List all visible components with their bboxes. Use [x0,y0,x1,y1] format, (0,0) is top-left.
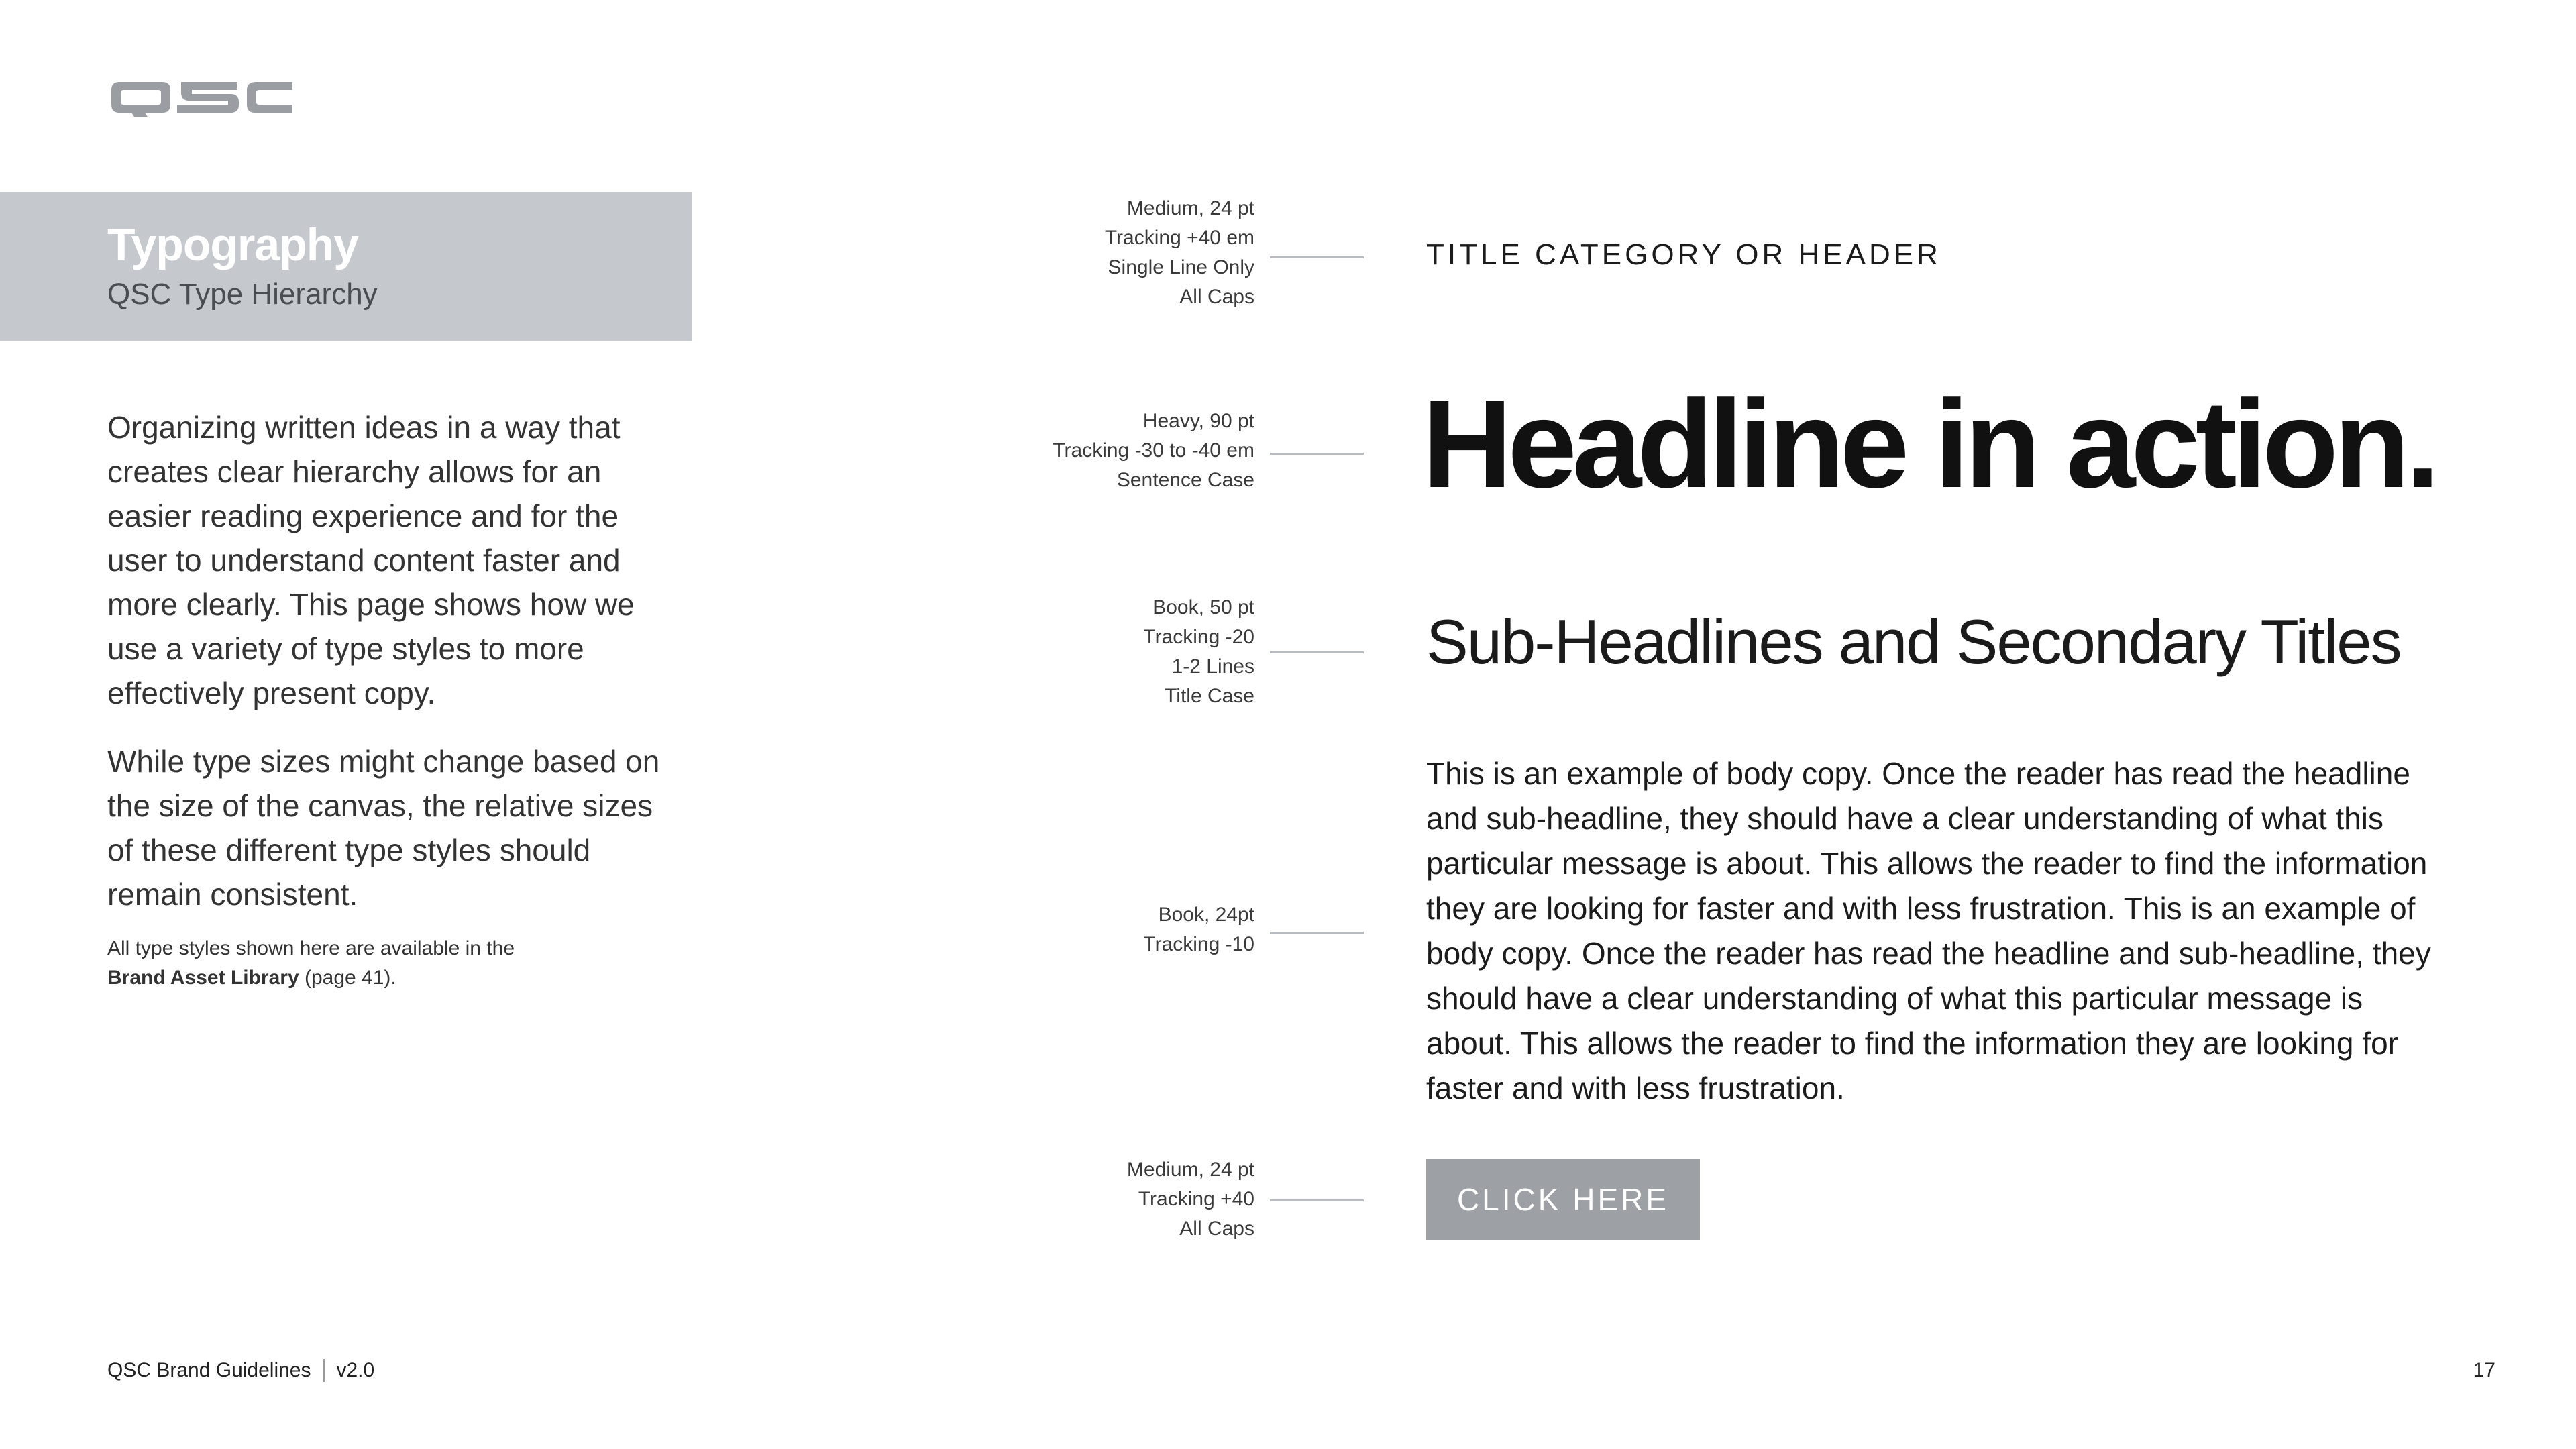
spec-line: Tracking +40 [1138,1188,1254,1210]
footer-version: v2.0 [336,1359,375,1381]
spec-connector [1270,651,1364,653]
spec-line: All Caps [1179,286,1254,308]
spec-connector [1270,453,1364,455]
spec-eyebrow [785,194,1254,312]
sample-subhead: Sub-Headlines and Secondary Titles [1426,606,2401,677]
library-note-suffix: (page 41). [299,967,396,989]
spec-line: Medium, 24 pt [1126,197,1254,219]
intro-text [107,405,664,993]
spec-line: Single Line Only [1108,256,1254,278]
spec-line: Book, 24pt [1158,904,1254,926]
spec-connector [1270,1199,1364,1201]
spec-connector [1270,256,1364,258]
sample-eyebrow: TITLE CATEGORY OR HEADER [1426,238,1941,271]
spec-line: Tracking -10 [1143,933,1254,955]
spec-connector [1270,932,1364,934]
section-subtitle: QSC Type Hierarchy [107,278,378,311]
sample-body-copy: This is an example of body copy. Once the reader has read the headline and sub-headline, they should have a clear understanding of what this particular message is about. This allows the reader to find the information they are looking for faster and with less frustration. This is an example of body copy. Once the reader has read the headline and sub-headline, they should have a clear understanding of what this particular message is about. This allows the reader to find the information they are looking for faster and with less frustration. [1426,756,2431,1106]
spec-line: Heavy, 90 pt [1142,410,1254,432]
footer-doc-title: QSC Brand Guidelines [107,1359,311,1381]
spec-line: Title Case [1165,685,1254,707]
brand-asset-library-link[interactable]: Brand Asset Library [107,967,299,989]
intro-paragraph-1: Organizing written ideas in a way that creates clear hierarchy allows for an easier reading experience and for the user to understand content faster and more clearly. This page shows how we use a variety of type styles to more effectively present copy. [107,410,635,710]
click-here-button[interactable]: CLICK HERE [1426,1159,1700,1240]
sample-headline: Headline in action. [1422,375,2436,514]
section-title: Typography [107,219,359,270]
spec-line: 1-2 Lines [1171,655,1254,678]
spec-headline [785,407,1254,495]
spec-line: Book, 50 pt [1152,596,1254,619]
intro-paragraph-2: While type sizes might change based on the size of the canvas, the relative sizes of these different type styles should remain consistent. [107,744,660,912]
spec-body [785,900,1254,959]
section-header [0,192,692,341]
spec-line: Tracking -20 [1143,626,1254,648]
spec-line: Tracking +40 em [1104,227,1254,249]
page-number: 17 [2473,1359,2496,1381]
library-note [107,934,664,993]
library-note-prefix: All type styles shown here are available in the [107,937,515,959]
spec-line: Tracking -30 to -40 em [1053,439,1254,462]
footer-separator [323,1359,325,1382]
spec-subhead [785,593,1254,711]
footer [107,1359,374,1382]
spec-button [785,1155,1254,1244]
spec-line: All Caps [1179,1218,1254,1240]
spec-line: Medium, 24 pt [1126,1159,1254,1181]
spec-line: Sentence Case [1116,469,1254,491]
qsc-logo [107,79,295,118]
